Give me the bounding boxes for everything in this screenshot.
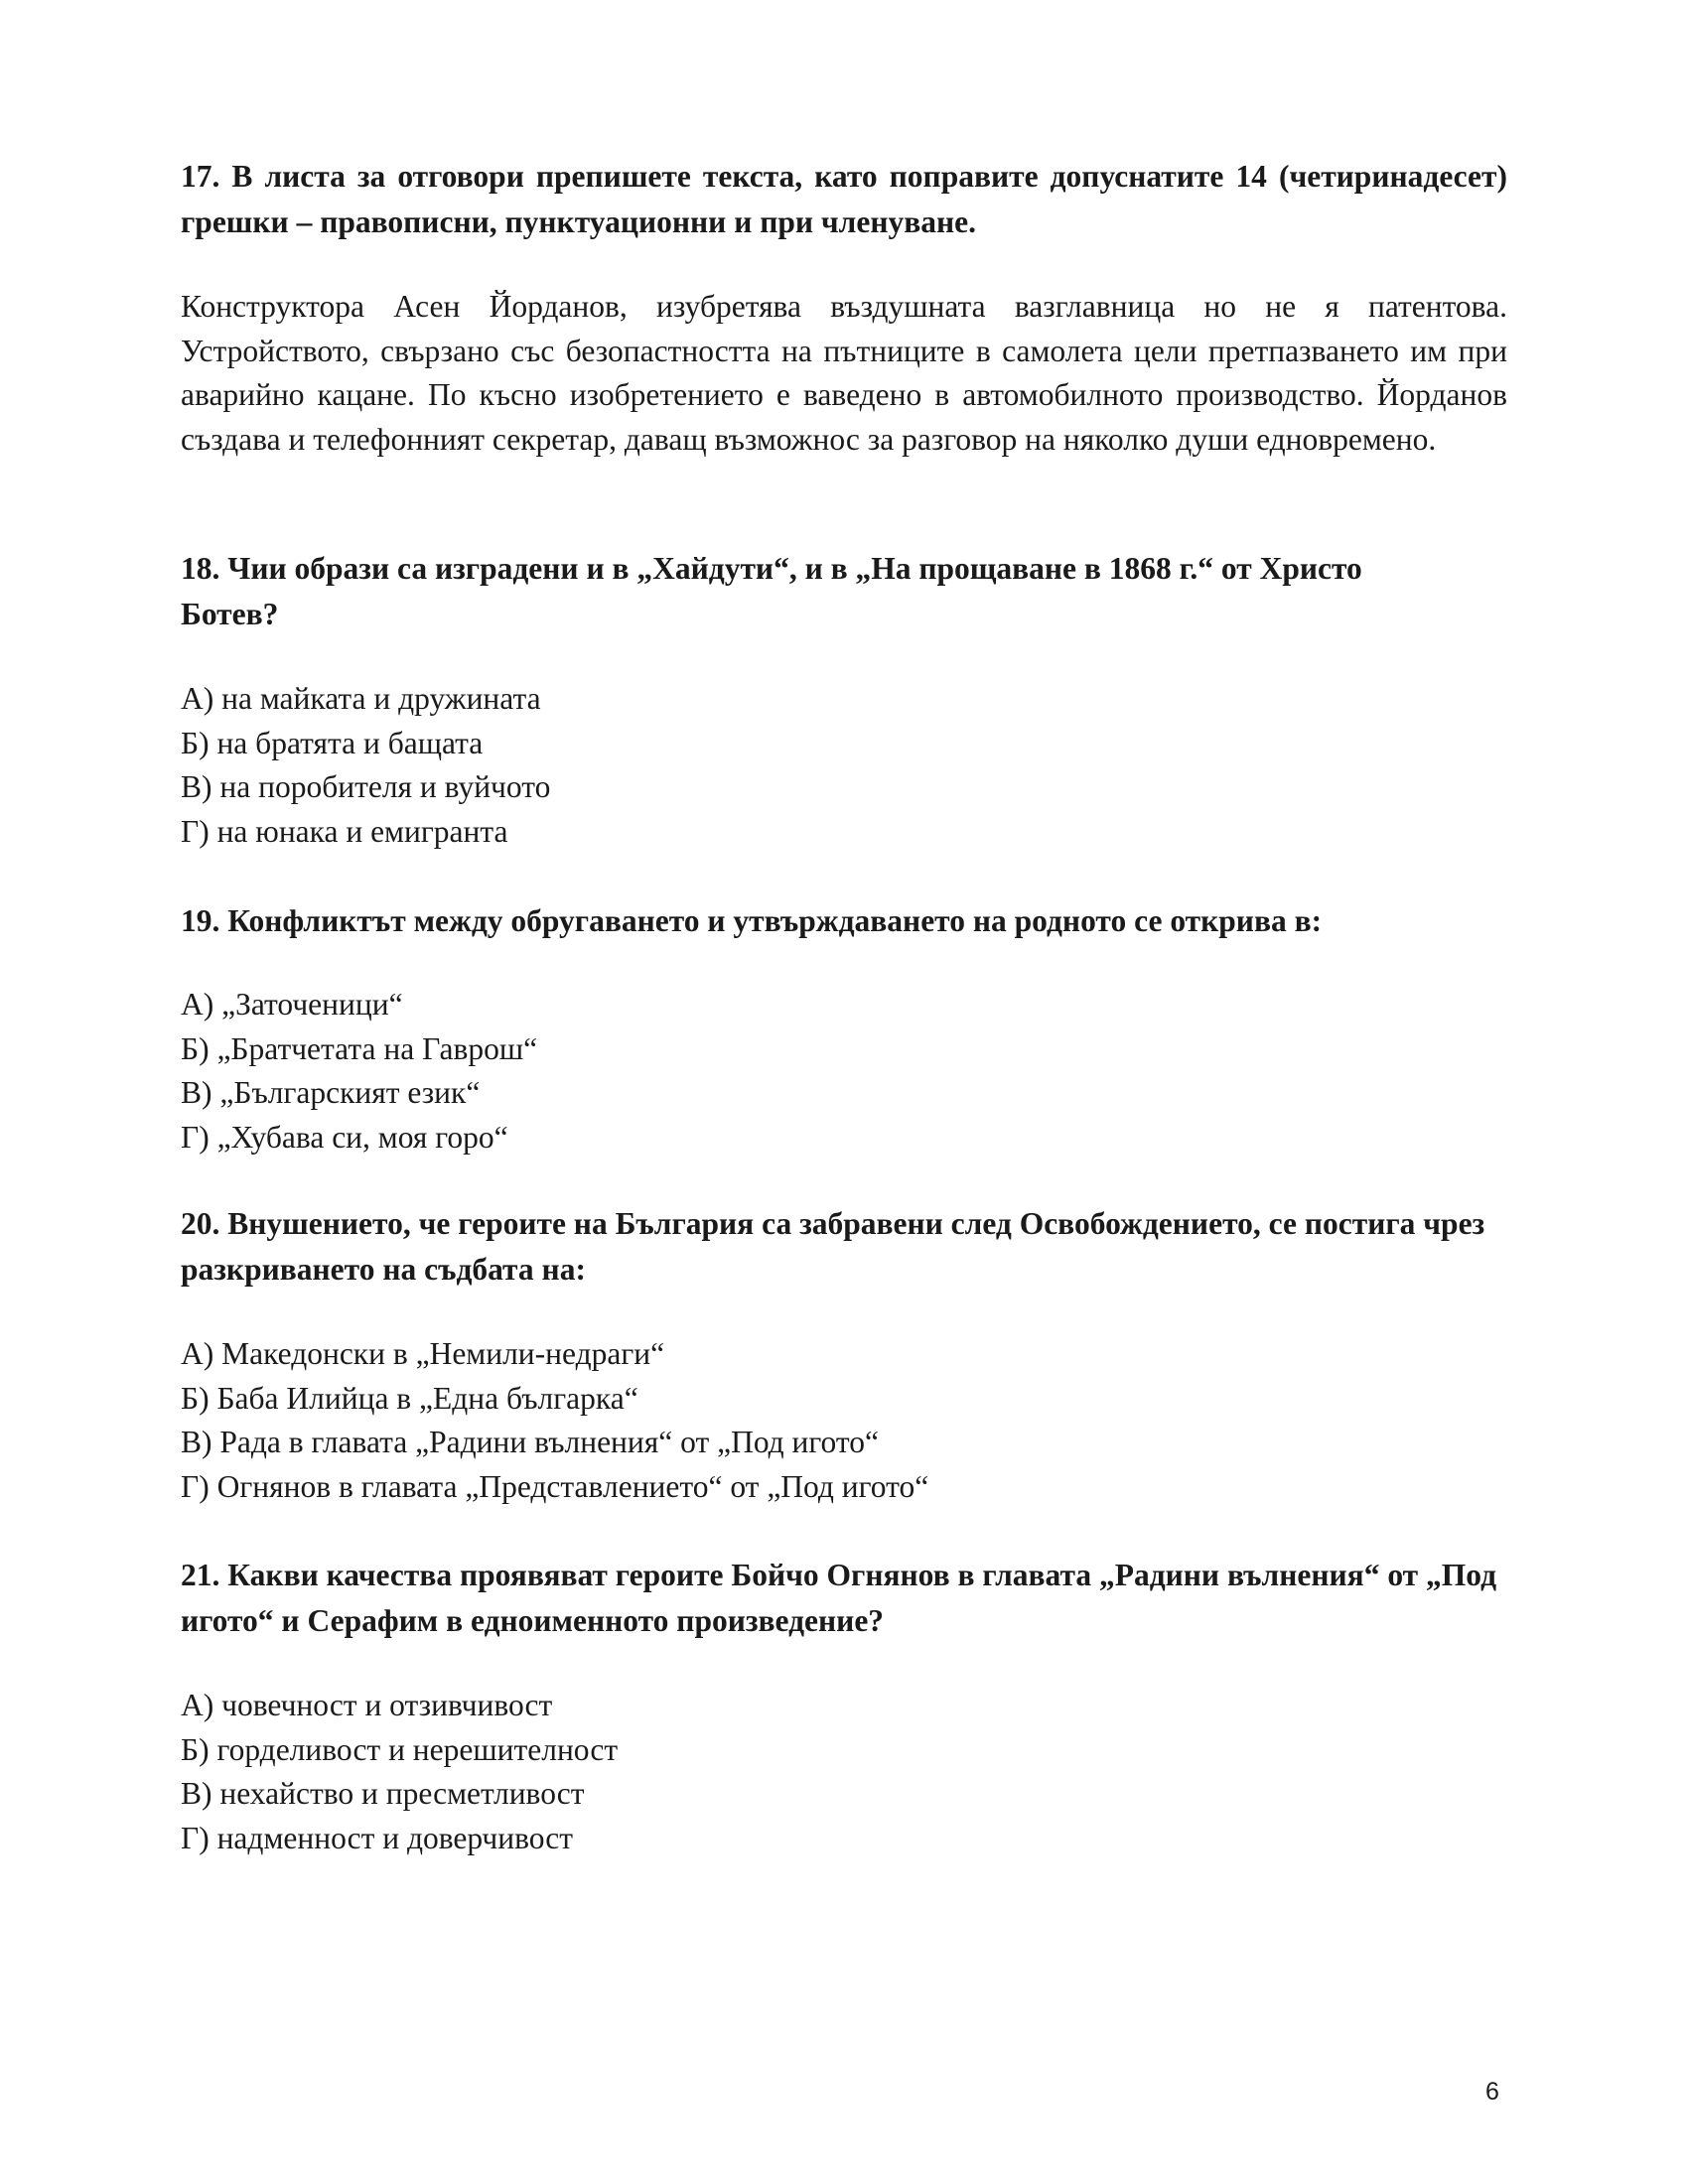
option-d: Г) надменност и доверчивост [181,1820,574,1855]
question-19-prompt: 19. Конфликтът между обругаването и утвърждаването на родното се открива в: [181,903,1323,938]
question-19-options-block [181,983,1507,1160]
option-d: Г) Огнянов в главата „Представлението“ от „Под игото“ [181,1468,929,1504]
option-c: В) „Българският език“ [181,1075,481,1110]
option-d: Г) на юнака и емигранта [181,813,508,849]
option-c: В) нехайство и пресметливост [181,1776,585,1811]
question-20-prompt: 20. Внушението, че героите на България са забравени след Освобождението, се постига чрез разкриването на съдбата на: [181,1206,1485,1287]
question-20 [181,1201,1507,1293]
page-number: 6 [1485,2078,1499,2106]
option-a: А) Македонски в „Немили-недраги“ [181,1336,665,1371]
question-18-prompt: 18. Чии образи са изградени и в „Хайдути“, и в „На прощаване в 1868 г.“ от Христо Ботев? [181,551,1362,631]
option-a: А) човечност и отзивчивост [181,1688,553,1722]
option-d: Г) „Хубава си, моя горо“ [181,1119,508,1155]
question-17-passage: Конструктора Асен Йорданов, изубретява въздушната вазглавница но не я патентова. Устройството, свързано със безопастността на пътниците в самолета цели претпазването им при аварийно кацане. По късно изобретението е ваведено в автомобилното производство. Йорданов създава и телефонният секретар, даващ възможнос за разговор на няколко души едновремено. [181,289,1507,457]
question-18-options-block [181,677,1507,854]
option-b: Б) горделивост и нерешителност [181,1731,619,1767]
question-21-options-block [181,1684,1507,1860]
option-a: А) „Заточеници“ [181,987,403,1022]
question-19-options [181,983,1507,1160]
option-c: В) Рада в главата „Радини вълнения“ от „Под игото“ [181,1425,879,1459]
question-18 [181,546,1507,637]
option-b: Б) на братята и бащата [181,725,484,760]
question-21-prompt: 21. Какви качества проявяват героите Бойчо Огнянов в главата „Радини вълнения“ от „Под игото“ и Серафим в едноименното произведение? [181,1558,1497,1638]
option-b: Б) „Братчетата на Гаврош“ [181,1030,538,1066]
option-a: А) на майката и дружината [181,681,541,716]
question-17 [181,154,1507,245]
question-20-options-block [181,1332,1507,1509]
question-19 [181,898,1507,944]
question-18-options [181,677,1507,854]
question-17-prompt: 17. В листа за отговори препишете текста, като поправите допуснатите 14 (четиринадесет) грешки – правописни, пунктуационни и при членуване. [181,159,1507,239]
question-21-options [181,1684,1507,1860]
option-c: В) на поробителя и вуйчото [181,769,551,804]
option-b: Б) Баба Илийца в „Една българка“ [181,1380,638,1416]
question-17-passage-block [181,285,1507,462]
question-21 [181,1553,1507,1644]
question-20-options [181,1332,1507,1509]
